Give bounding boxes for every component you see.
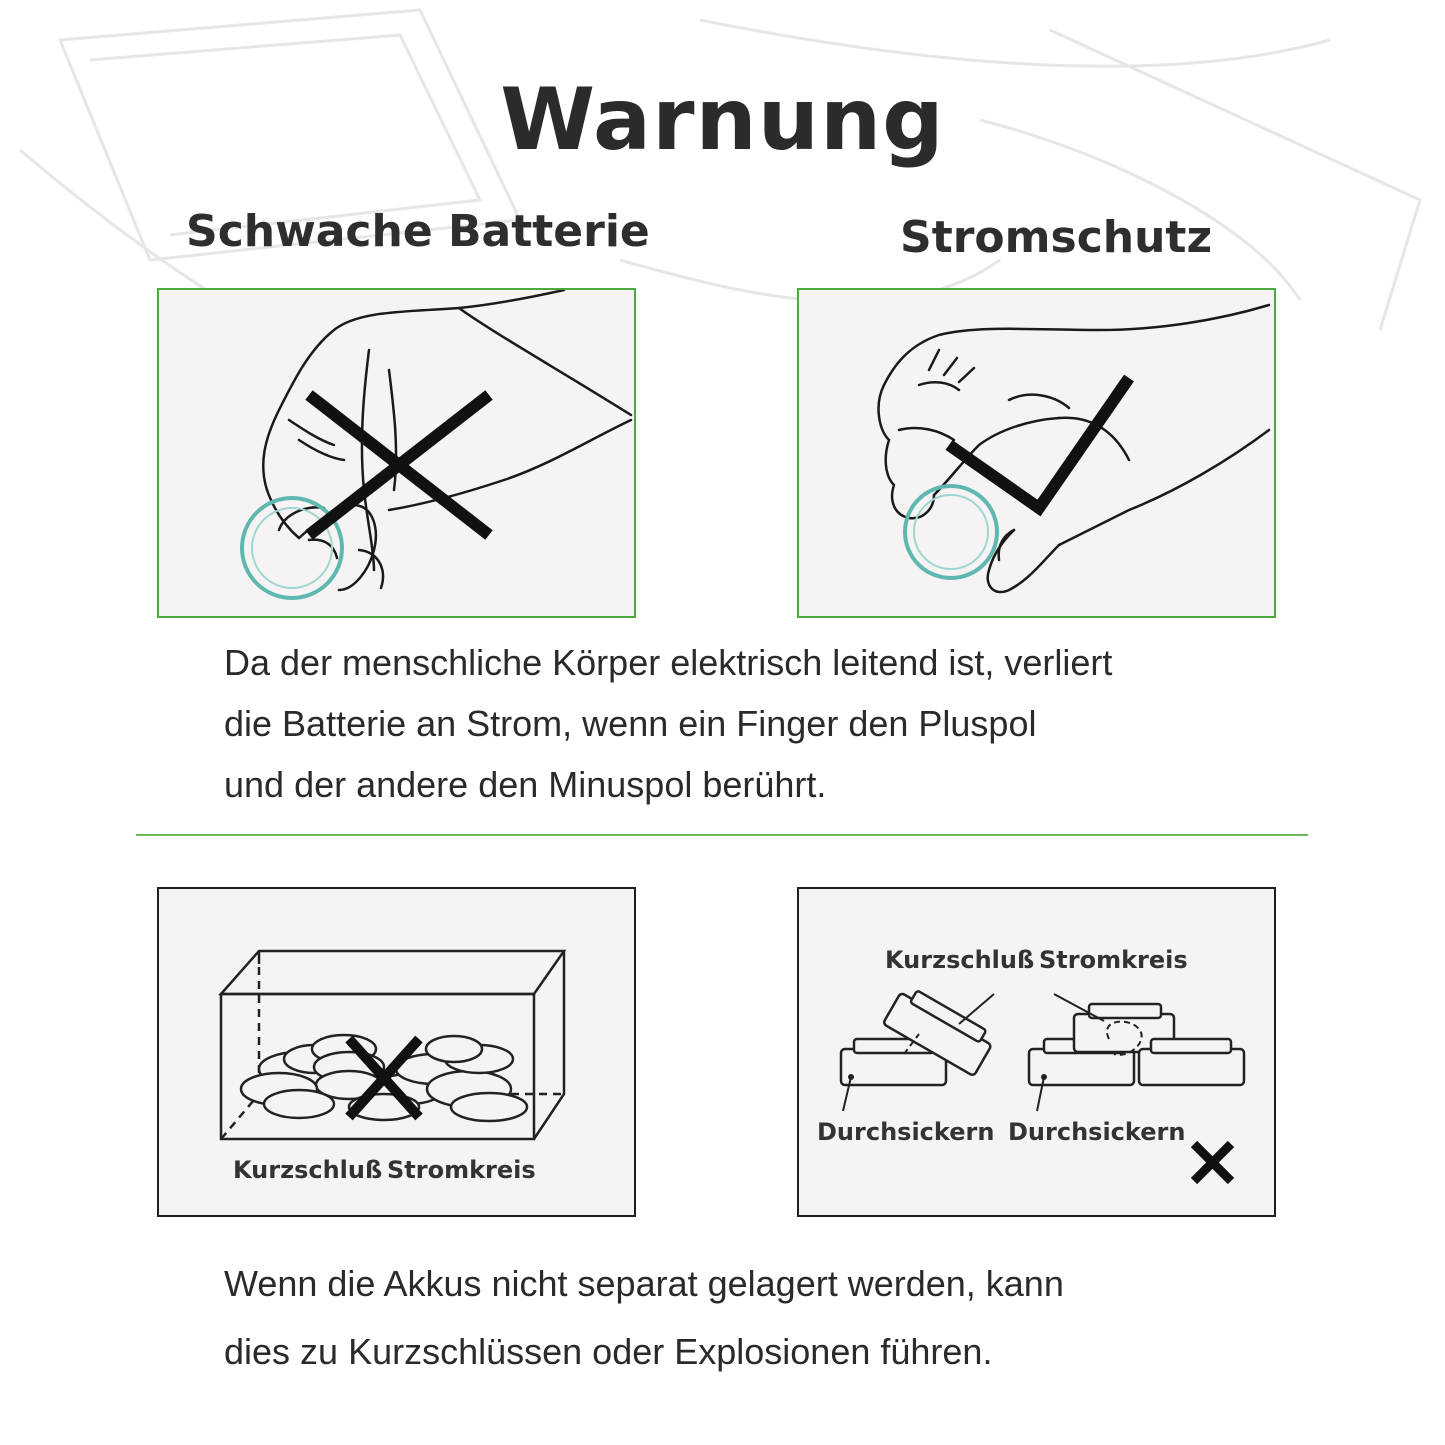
- panel-correct-handling: [797, 288, 1276, 618]
- label-short-circuit: Kurzschluß: [233, 1156, 383, 1184]
- subtitle-weak-battery: Schwache Batterie: [186, 206, 650, 257]
- subtitle-power-protection: Stromschutz: [900, 212, 1213, 263]
- paragraph-body-conduction: [224, 632, 1112, 815]
- label-leak-right: Durchsickern: [1008, 1118, 1186, 1146]
- paragraph-line: die Batterie an Strom, wenn ein Finger den Pluspol: [224, 703, 1037, 744]
- label-short-circuit: Kurzschluß: [885, 946, 1035, 974]
- paragraph-storage-warning: [224, 1250, 1064, 1386]
- page-title: Warnung: [500, 70, 945, 170]
- paragraph-line: und der andere den Minuspol berührt.: [224, 764, 827, 805]
- paragraph-line: Da der menschliche Körper elektrisch leitend ist, verliert: [224, 642, 1113, 683]
- hand-pinching-illustration: [159, 290, 634, 616]
- cross-mark-icon: [1194, 1144, 1231, 1181]
- paragraph-line: Wenn die Akkus nicht separat gelagert werden, kann: [224, 1263, 1064, 1304]
- panel-stacked-batteries: [797, 887, 1276, 1217]
- hand-holding-illustration: [799, 290, 1274, 616]
- label-circuit: Stromkreis: [387, 1156, 536, 1184]
- label-leak-left: Durchsickern: [817, 1118, 995, 1146]
- panel-loose-batteries: [157, 887, 636, 1217]
- section-divider: [136, 834, 1308, 836]
- paragraph-line: dies zu Kurzschlüssen oder Explosionen führen.: [224, 1331, 993, 1372]
- label-circuit: Stromkreis: [1039, 946, 1188, 974]
- stacked-batteries-illustration: [799, 889, 1274, 1215]
- check-mark-icon: [949, 378, 1129, 508]
- cross-mark-icon: [309, 395, 489, 535]
- panel-wrong-handling: [157, 288, 636, 618]
